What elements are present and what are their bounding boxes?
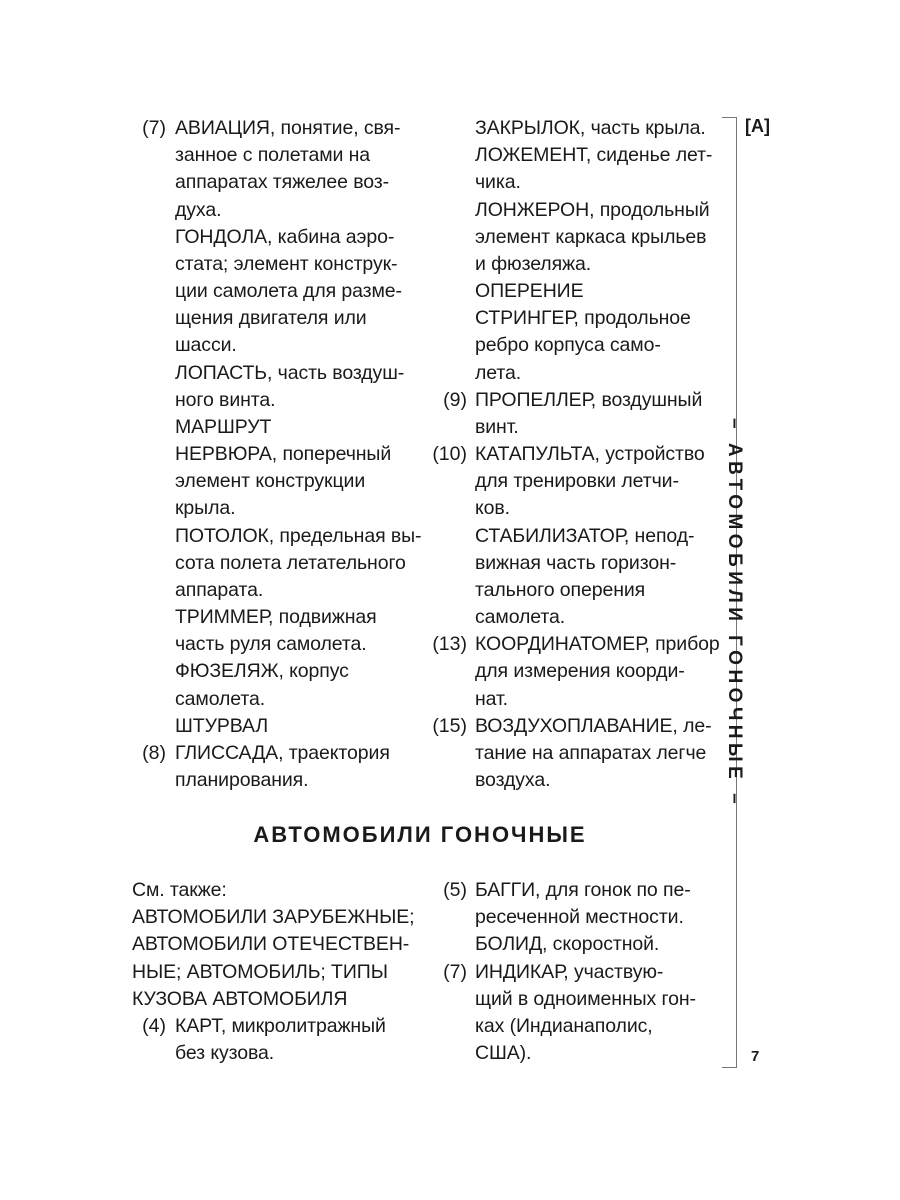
see-also-line: КУЗОВА АВТОМОБИЛЯ (132, 988, 348, 1010)
racing-right-column (0, 877, 720, 1077)
term-line: ГОНДОЛА, кабина аэро- (175, 226, 395, 248)
term-line: ГЛИССАДА, траектория (175, 742, 390, 764)
term-line: ЛОЖЕМЕНТ, сиденье лет- (475, 144, 713, 166)
term-line: часть руля самолета. (175, 633, 367, 655)
term-line: ИНДИКАР, участвую- (475, 961, 664, 983)
entry-number: (7) (142, 117, 166, 139)
entry-number: (7) (443, 961, 467, 983)
term-line: чика. (475, 171, 521, 193)
entry-number: (5) (443, 879, 467, 901)
term-line: США). (475, 1042, 532, 1064)
term-line: воздуха. (475, 769, 551, 791)
see-also-line: См. также: (132, 879, 227, 901)
term-line: КООРДИНАТОМЕР, прибор (475, 633, 720, 655)
term-line: ного винта. (175, 389, 276, 411)
term-line: щий в одноименных гон- (475, 988, 696, 1010)
term-line: винт. (475, 416, 519, 438)
term-line: СТРИНГЕР, продольное (475, 307, 691, 329)
term-line: АВИАЦИЯ, понятие, свя- (175, 117, 401, 139)
term-line: КАРТ, микролитражный (175, 1015, 386, 1037)
section-title: АВТОМОБИЛИ ГОНОЧНЫЕ (253, 822, 587, 847)
term-line: аппарата. (175, 579, 264, 601)
term-line: ФЮЗЕЛЯЖ, корпус (175, 660, 349, 682)
term-line: вижная часть горизон- (475, 552, 677, 574)
term-line: ШТУРВАЛ (175, 715, 269, 737)
see-also-line: НЫЕ; АВТОМОБИЛЬ; ТИПЫ (132, 961, 388, 983)
page-number: 7 (751, 1048, 760, 1065)
term-line: МАРШРУТ (175, 416, 272, 438)
term-line: ОПЕРЕНИЕ (475, 280, 584, 302)
term-line: ЛОПАСТЬ, часть воздуш- (175, 362, 405, 384)
term-line: нат. (475, 688, 508, 710)
margin-rule-top-tick (722, 117, 737, 118)
term-line: НЕРВЮРА, поперечный (175, 443, 392, 465)
term-line: для тренировки летчи- (475, 470, 679, 492)
term-line: шасси. (175, 334, 237, 356)
see-also-line: АВТОМОБИЛИ ЗАРУБЕЖНЫЕ; (132, 906, 415, 928)
term-line: ребро корпуса само- (475, 334, 661, 356)
running-head-vertical: – АВТОМОБИЛИ ГОНОЧНЫЕ – (724, 418, 745, 809)
entry-number: (8) (142, 742, 166, 764)
term-line: БАГГИ, для гонок по пе- (475, 879, 691, 901)
term-line: СТАБИЛИЗАТОР, непод- (475, 525, 695, 547)
entry-number: (4) (142, 1015, 166, 1037)
term-line: ПРОПЕЛЛЕР, воздушный (475, 389, 703, 411)
term-line: ции самолета для разме- (175, 280, 402, 302)
entry-number: (10) (432, 443, 467, 465)
term-line: ВОЗДУХОПЛАВАНИЕ, ле- (475, 715, 712, 737)
term-line: крыла. (175, 497, 236, 519)
term-line: щения двигателя или (175, 307, 367, 329)
term-line: ках (Индианаполис, (475, 1015, 653, 1037)
term-line: лета. (475, 362, 522, 384)
term-line: ТРИММЕР, подвижная (175, 606, 377, 628)
term-line: ресеченной местности. (475, 906, 684, 928)
term-line: занное с полетами на (175, 144, 371, 166)
section-letter-marker: [A] (745, 116, 770, 136)
term-line: элемент конструкции (175, 470, 366, 492)
term-line: аппаратах тяжелее воз- (175, 171, 390, 193)
term-line: самолета. (475, 606, 566, 628)
entry-number: (13) (432, 633, 467, 655)
term-line: духа. (175, 199, 222, 221)
aviation-right-column (0, 115, 720, 805)
term-line: ков. (475, 497, 510, 519)
term-line: самолета. (175, 688, 266, 710)
margin-rule-bottom-tick (722, 1067, 737, 1068)
term-line: ЗАКРЫЛОК, часть крыла. (475, 117, 706, 139)
term-line: и фюзеляжа. (475, 253, 592, 275)
term-line: тание на аппаратах легче (475, 742, 707, 764)
term-line: ПОТОЛОК, предельная вы- (175, 525, 422, 547)
entry-number: (9) (443, 389, 467, 411)
term-line: для измерения коорди- (475, 660, 685, 682)
term-line: КАТАПУЛЬТА, устройство (475, 443, 705, 465)
see-also-line: АВТОМОБИЛИ ОТЕЧЕСТВЕН- (132, 933, 410, 955)
term-line: сота полета летательного (175, 552, 406, 574)
term-line: ЛОНЖЕРОН, продольный (475, 199, 710, 221)
entry-number: (15) (432, 715, 467, 737)
term-line: планирования. (175, 769, 309, 791)
term-line: тального оперения (475, 579, 646, 601)
term-line: элемент каркаса крыльев (475, 226, 707, 248)
term-line: без кузова. (175, 1042, 275, 1064)
term-line: БОЛИД, скоростной. (475, 933, 660, 955)
term-line: стата; элемент конструк- (175, 253, 398, 275)
